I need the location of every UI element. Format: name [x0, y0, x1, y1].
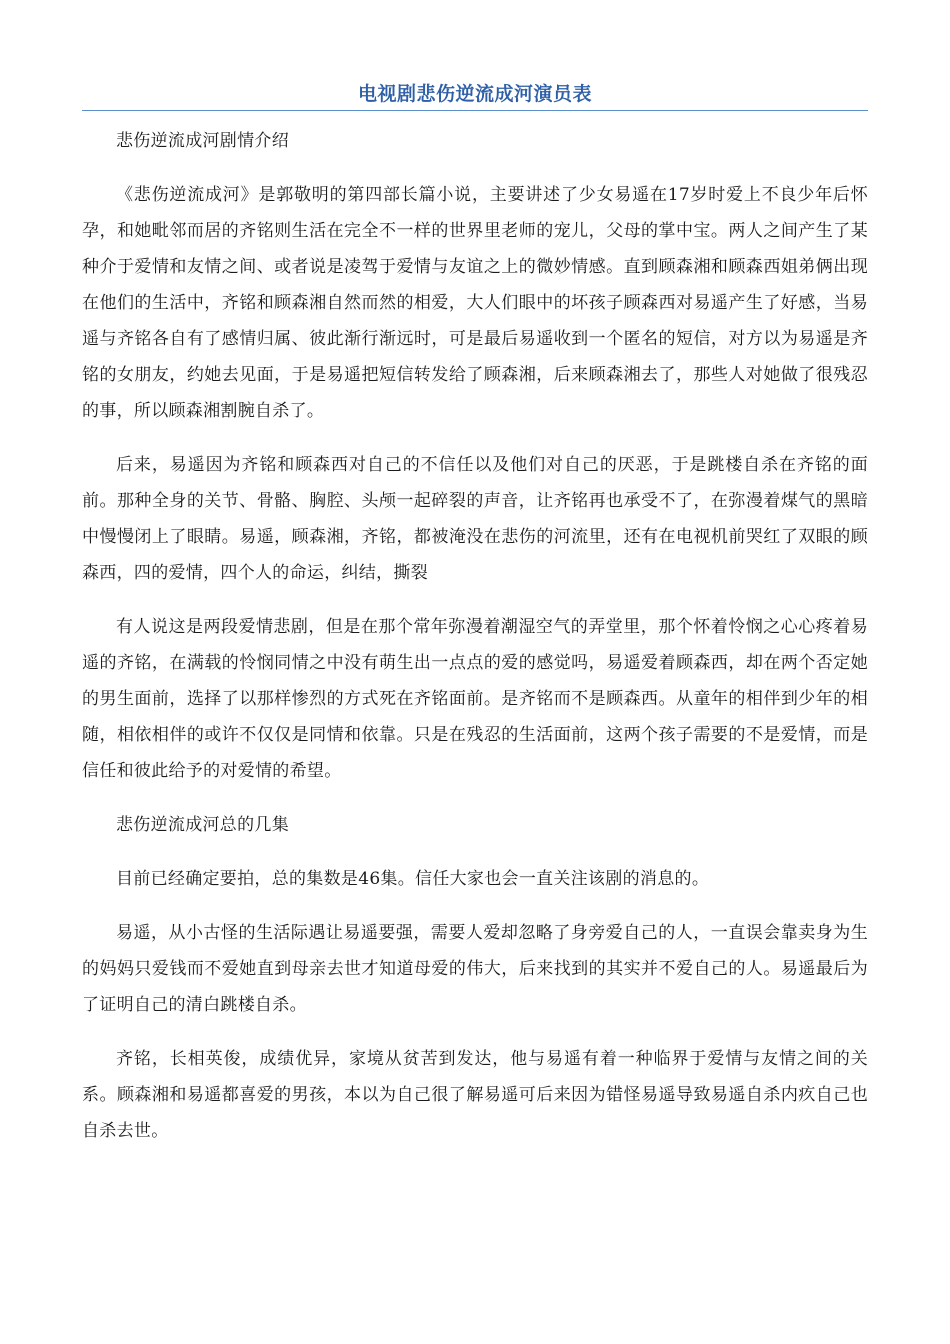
document-header [82, 80, 868, 111]
paragraph-character-qiming: 齐铭，长相英俊，成绩优异，家境从贫苦到发达，他与易遥有着一种临界于爱情与友情之间的关系。顾森湘和易遥都喜爱的男孩，本以为自己很了解易遥可后来因为错怪易遥导致易遥自杀内疚自己也自杀去世。 [82, 1049, 868, 1141]
section-heading-episodes: 悲伤逆流成河总的几集 [116, 815, 289, 835]
paragraph-character-yiyao: 易遥，从小古怪的生活际遇让易遥要强，需要人爱却忽略了身旁爱自己的人，一直误会靠卖身为生的妈妈只爱钱而不爱她直到母亲去世才知道母爱的伟大，后来找到的其实并不爱自己的人。易遥最后为了证明自己的清白跳楼自杀。 [82, 923, 868, 1015]
paragraph-plot-intro: 《悲伤逆流成河》是郭敬明的第四部长篇小说，主要讲述了少女易遥在17岁时爱上不良少年后怀孕，和她毗邻而居的齐铭则生活在完全不一样的世界里老师的宠儿，父母的掌中宝。两人之间产生了某种介于爱情和友情之间、或者说是凌驾于爱情与友谊之上的微妙情感。直到顾森湘和顾森西姐弟俩出现在他们的生活中，齐铭和顾森湘自然而然的相爱，大人们眼中的坏孩子顾森西对易遥产生了好感，当易遥与齐铭各自有了感情归属、彼此渐行渐远时，可是最后易遥收到一个匿名的短信，对方以为易遥是齐铭的女朋友，约她去见面，于是易遥把短信转发给了顾森湘，后来顾森湘去了，那些人对她做了很残忍的事，所以顾森湘割腕自杀了。 [82, 185, 868, 421]
document-body [82, 123, 868, 1167]
paragraph-episode-count: 目前已经确定要拍，总的集数是46集。信任大家也会一直关注该剧的消息的。 [116, 869, 710, 889]
paragraph-commentary: 有人说这是两段爱情悲剧，但是在那个常年弥漫着潮湿空气的弄堂里，那个怀着怜悯之心心疼着易遥的齐铭，在满载的怜悯同情之中没有萌生出一点点的爱的感觉吗，易遥爱着顾森西，却在两个否定她的男生面前，选择了以那样惨烈的方式死在齐铭面前。是齐铭而不是顾森西。从童年的相伴到少年的相随，相依相伴的或许不仅仅是同情和依靠。只是在残忍的生活面前，这两个孩子需要的不是爱情，而是信任和彼此给予的对爱情的希望。 [82, 617, 868, 781]
section-heading-plot: 悲伤逆流成河剧情介绍 [116, 131, 289, 151]
document-title: 电视剧悲伤逆流成河演员表 [357, 83, 592, 105]
paragraph-plot-later: 后来，易遥因为齐铭和顾森西对自己的不信任以及他们对自己的厌恶，于是跳楼自杀在齐铭的面前。那种全身的关节、骨骼、胸腔、头颅一起碎裂的声音，让齐铭再也承受不了，在弥漫着煤气的黑暗中慢慢闭上了眼睛。易遥，顾森湘，齐铭，都被淹没在悲伤的河流里，还有在电视机前哭红了双眼的顾森西，四的爱情，四个人的命运，纠结，撕裂 [82, 455, 868, 583]
